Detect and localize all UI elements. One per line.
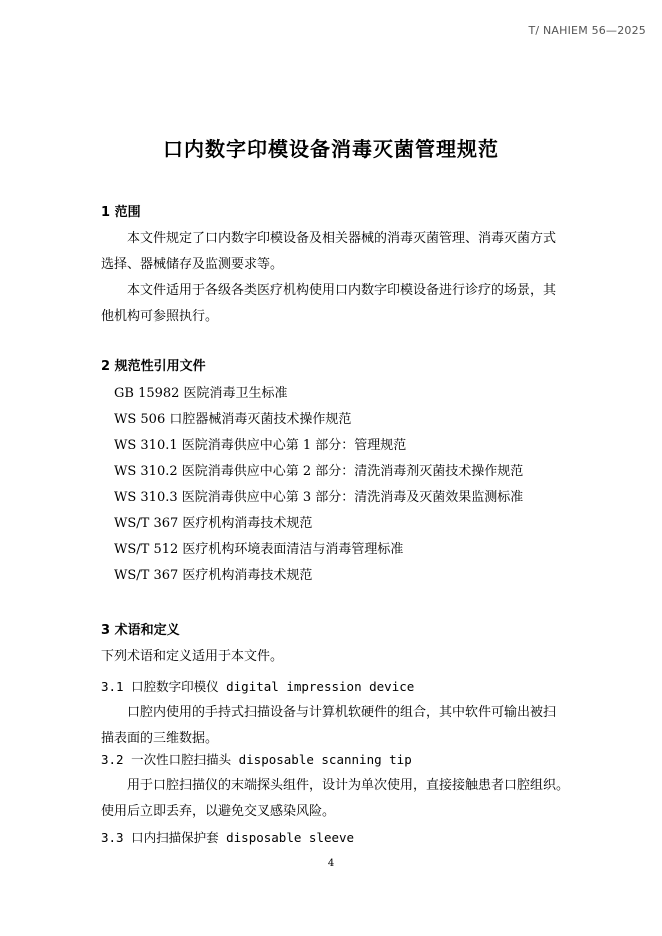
reference-item: WS/T 512 医疗机构环境表面清洁与消毒管理标准 [114,542,404,557]
term-3-1-definition-line-2: 描表面的三维数据。 [101,731,219,746]
term-3-1-definition-line-1: 口腔内使用的手持式扫描设备与计算机软硬件的组合，其中软件可输出被扫 [127,705,557,720]
section-1-heading: 1 范围 [101,205,141,220]
reference-item: WS/T 367 医疗机构消毒技术规范 [114,568,313,583]
section-3-intro: 下列术语和定义适用于本文件。 [101,649,284,664]
section-2-heading: 2 规范性引用文件 [101,359,206,374]
standard-code-header: T/ NAHIEM 56—2025 [528,24,646,37]
term-3-1-title: 3.1 口腔数字印模仪 digital impression device [101,679,415,694]
reference-item: WS 310.1 医院消毒供应中心第 1 部分：管理规范 [114,438,407,453]
section-1-paragraph-1-line-1: 本文件规定了口内数字印模设备及相关器械的消毒灭菌管理、消毒灭菌方式 [127,231,557,246]
page-number: 4 [327,858,335,869]
term-3-2-definition-line-2: 使用后立即丢弃，以避免交叉感染风险。 [101,804,336,819]
document-title: 口内数字印模设备消毒灭菌管理规范 [163,137,499,161]
section-1-paragraph-1-line-2: 选择、器械储存及监测要求等。 [101,257,284,272]
section-1-paragraph-2-line-1: 本文件适用于各级各类医疗机构使用口内数字印模设备进行诊疗的场景，其 [127,283,557,298]
reference-item: WS 310.2 医院消毒供应中心第 2 部分：清洗消毒剂灭菌技术操作规范 [114,464,524,479]
section-3-heading: 3 术语和定义 [101,623,180,638]
term-3-2-title: 3.2 一次性口腔扫描头 disposable scanning tip [101,752,412,767]
reference-item: WS 310.3 医院消毒供应中心第 3 部分：清洗消毒及灭菌效果监测标准 [114,490,524,505]
term-3-3-title: 3.3 口内扫描保护套 disposable sleeve [101,830,355,845]
section-1-paragraph-2-line-2: 他机构可参照执行。 [101,309,219,324]
reference-item: WS/T 367 医疗机构消毒技术规范 [114,516,313,531]
reference-item: WS 506 口腔器械消毒灭菌技术操作规范 [114,412,352,427]
reference-item: GB 15982 医院消毒卫生标准 [114,386,288,401]
term-3-2-definition-line-1: 用于口腔扫描仪的末端探头组件，设计为单次使用，直接接触患者口腔组织。 [127,778,570,793]
